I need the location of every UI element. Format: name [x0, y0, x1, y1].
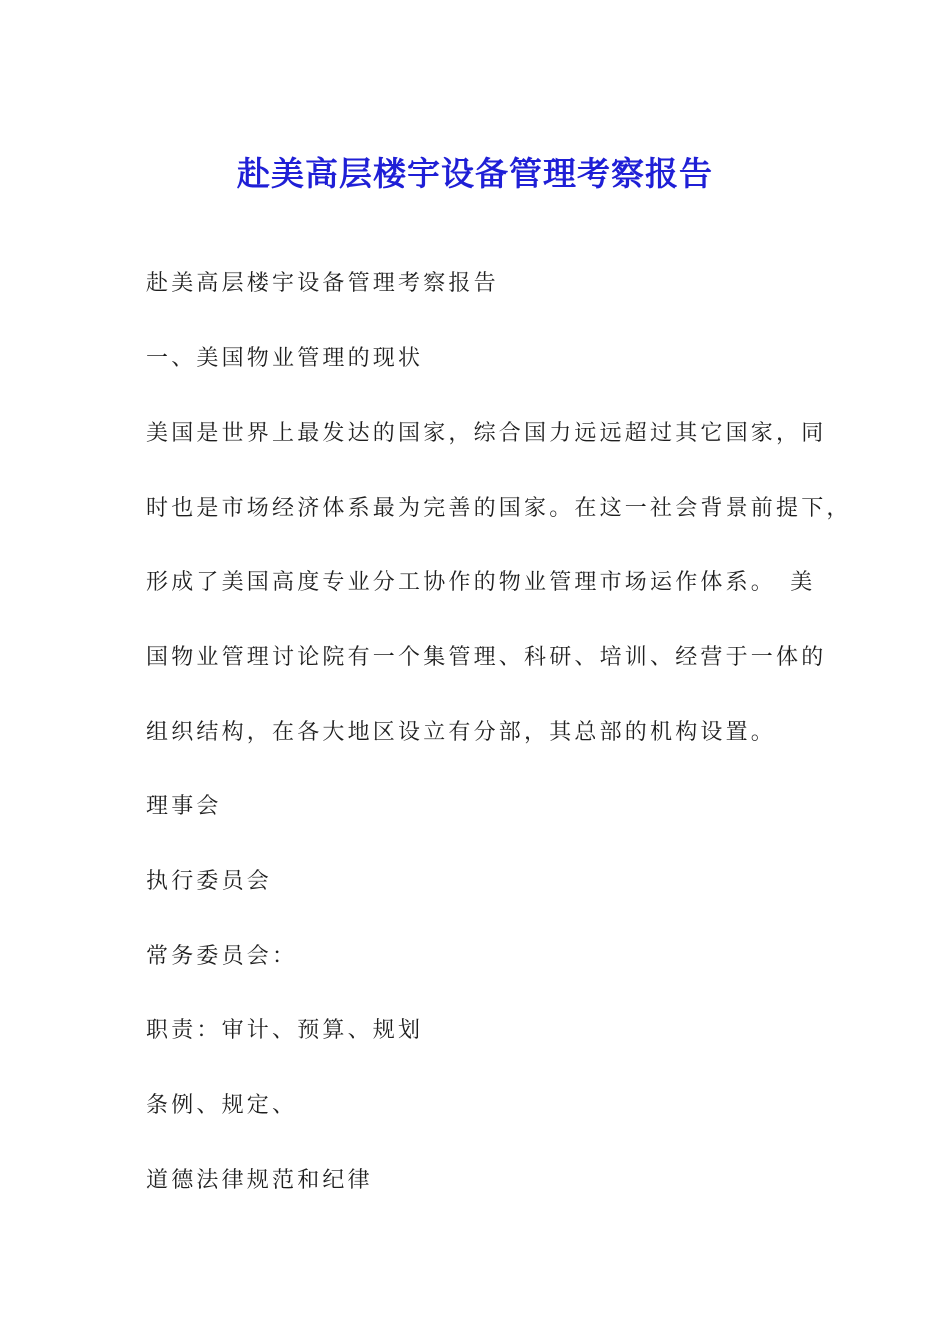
org-item-standing-committee: 常务委员会： [146, 944, 298, 969]
org-item-board: 理事会 [146, 794, 222, 819]
ethics-line: 道德法律规范和纪律 [146, 1168, 373, 1193]
body-paragraph-line-4: 国物业管理讨论院有一个集管理、科研、培训、经营于一体的 [146, 645, 827, 670]
section-heading-1: 一、美国物业管理的现状 [146, 346, 424, 371]
body-paragraph-line-5: 组织结构，在各大地区设立有分部，其总部的机构设置。 [146, 720, 777, 745]
document-title: 赴美高层楼宇设备管理考察报告 [237, 154, 713, 194]
body-paragraph-line-2: 时也是市场经济体系最为完善的国家。在这一社会背景前提下， [146, 496, 852, 521]
org-item-executive-committee: 执行委员会 [146, 869, 273, 894]
duties-line: 职责：审计、预算、规划 [146, 1018, 424, 1043]
regulations-line: 条例、规定、 [146, 1093, 298, 1118]
body-paragraph-line-3: 形成了美国高度专业分工协作的物业管理市场运作体系。 美 [146, 570, 816, 595]
body-paragraph-line-1: 美国是世界上最发达的国家，综合国力远远超过其它国家，同 [146, 421, 827, 446]
body-line-subtitle: 赴美高层楼宇设备管理考察报告 [146, 271, 499, 296]
